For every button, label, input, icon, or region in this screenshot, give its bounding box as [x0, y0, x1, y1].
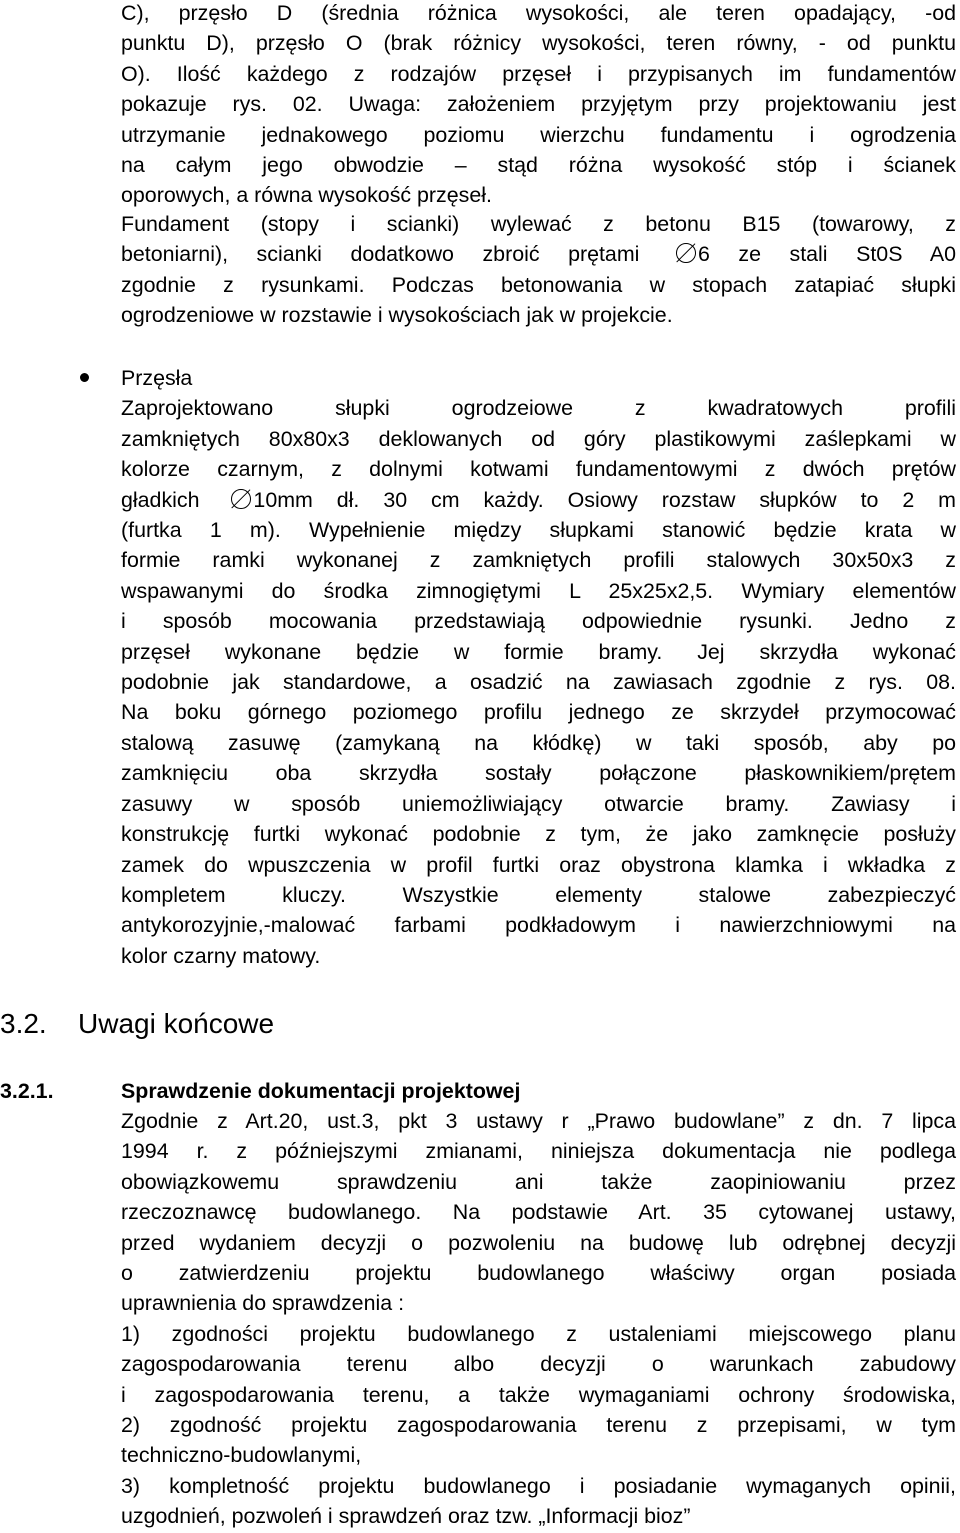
- diameter-symbol-icon: [676, 243, 696, 263]
- text-line: konstrukcję furtki wykonać podobnie z tym, że jako zamknęcie posłuży: [121, 822, 956, 847]
- text-line: Zaprojektowano słupki ogrodzeiowe z kwadratowych profili: [121, 396, 956, 421]
- text-line: [121, 485, 956, 515]
- text-line: kolorze czarnym, z dolnymi kotwami fundamentowymi z dwóch prętów: [121, 457, 956, 482]
- text-line: i zagospodarowania terenu, a także wymaganiami ochrony środowiska,: [121, 1382, 956, 1407]
- text-line: kolor czarny matowy.: [121, 943, 321, 968]
- text-line: formie ramki wykonanej z zamkniętych profili stalowych 30x50x3 z: [121, 548, 956, 573]
- text-line: 3) kompletność projektu budowlanego i posiadanie wymaganych opinii,: [121, 1473, 956, 1498]
- text-line: zamkniętych 80x80x3 deklowanych od góry plastikowymi zaślepkami w: [121, 426, 956, 451]
- subsection-heading: [0, 1076, 520, 1106]
- list-item-title: Przęsła: [121, 366, 193, 390]
- text-line: Na boku górnego poziomego profilu jednego ze skrzydeł przymocować: [121, 700, 956, 725]
- text-line: zgodnie z rysunkami. Podczas betonowania w stopach zatapiać słupki: [121, 272, 956, 297]
- text-line: 1) zgodności projektu budowlanego z ustaleniami miejscowego planu: [121, 1321, 956, 1346]
- paragraph-span-types: [121, 0, 956, 211]
- text-segment: 6 ze stali St0S A0: [697, 242, 956, 267]
- bullet-icon: [80, 373, 89, 382]
- text-line: stalową zasuwę (zamykaną na kłódkę) w taki sposób, aby po: [121, 730, 956, 755]
- text-line: kompletem kluczy. Wszystkie elementy stalowe zabezpieczyć: [121, 882, 956, 907]
- text-line: C), przęsło D (średnia różnica wysokości, ale teren opadający, -od: [121, 1, 956, 25]
- text-line: o zatwierdzeniu projektu budowlanego właściwy organ posiada: [121, 1261, 956, 1286]
- paragraph-verification: [121, 1106, 956, 1532]
- diameter-symbol-icon: [231, 489, 251, 509]
- text-line: techniczno-budowlanymi,: [121, 1443, 362, 1468]
- text-line: Zgodnie z Art.20, ust.3, pkt 3 ustawy r „Prawo budowlane” z dn. 7 lipca: [121, 1109, 956, 1133]
- text-line: oporowych, a równa wysokość przęseł.: [121, 183, 492, 208]
- text-line: O). Ilość każdego z rodzajów przęseł i przypisanych im fundamentów: [121, 61, 956, 86]
- text-line: rzeczoznawcę budowlanego. Na podstawie Art. 35 cytowanej ustawy,: [121, 1200, 956, 1225]
- text-line: zagospodarowania terenu albo decyzji o warunkach zabudowy: [121, 1352, 956, 1377]
- text-line: wspawanymi do środka zimnogiętymi L 25x25x2,5. Wymiary elementów: [121, 578, 956, 603]
- text-line: przęseł wykonane będzie w formie bramy. Jej skrzydła wykonać: [121, 639, 956, 664]
- text-line: Fundament (stopy i scianki) wylewać z betonu B15 (towarowy, z: [121, 212, 956, 236]
- text-line: utrzymanie jednakowego poziomu wierzchu fundamentu i ogrodzenia: [121, 122, 956, 147]
- section-heading: [0, 1004, 274, 1044]
- section-number: 3.2.: [0, 1008, 47, 1039]
- text-line: zamek do wpuszczenia w profil furtki oraz obystrona klamka i wkładka z: [121, 852, 956, 877]
- text-line: uzgodnień, pozwoleń i sprawdzeń oraz tzw. „Informacji bioz”: [121, 1504, 691, 1529]
- text-line: na całym jego obwodzie – stąd różna wysokość stóp i ścianek: [121, 153, 956, 178]
- text-line: ogrodzeniowe w rozstawie i wysokościach jak w projekcie.: [121, 303, 673, 328]
- text-line: 2) zgodność projektu zagospodarowania terenu z przepisami, w tym: [121, 1413, 956, 1438]
- paragraph-przesla: [121, 363, 956, 971]
- paragraph-foundation: [121, 209, 956, 331]
- text-line: [121, 239, 956, 269]
- text-segment: gładkich: [121, 487, 200, 512]
- text-line: 1994 r. z późniejszymi zmianami, niniejsza dokumentacja nie podlega: [121, 1139, 956, 1164]
- text-line: zamknięciu oba skrzydła sostały połączone płaskownikiem/prętem: [121, 761, 956, 786]
- text-segment: 10mm dł. 30 cm każdy. Osiowy rozstaw słupków to 2 m: [253, 487, 956, 512]
- text-line: uprawnienia do sprawdzenia :: [121, 1291, 405, 1316]
- text-line: przed wydaniem decyzji o pozwoleniu na budowę lub odrębnej decyzji: [121, 1230, 956, 1255]
- text-line: podobnie jak standardowe, a osadzić na zawiasach zgodnie z rys. 08.: [121, 670, 956, 695]
- subsection-title: Sprawdzenie dokumentacji projektowej: [121, 1079, 521, 1103]
- text-line: i sposób mocowania przedstawiają odpowiednie rysunki. Jedno z: [121, 609, 956, 634]
- text-line: obowiązkowemu sprawdzeniu ani także zaopiniowaniu przez: [121, 1169, 956, 1194]
- text-line: punktu D), przęsło O (brak różnicy wysokości, teren równy, - od punktu: [121, 31, 956, 56]
- text-segment: betoniarni), scianki dodatkowo zbroić prętami: [121, 242, 640, 267]
- subsection-number: 3.2.1.: [0, 1079, 54, 1103]
- text-line: zasuwy w sposób uniemożliwiający otwarcie bramy. Zawiasy i: [121, 791, 956, 816]
- text-line: pokazuje rys. 02. Uwaga: założeniem przyjętym przy projektowaniu jest: [121, 92, 956, 117]
- text-line: antykorozyjnie,-malować farbami podkładowym i nawierzchniowymi na: [121, 913, 956, 938]
- text-line: (furtka 1 m). Wypełnienie między słupkami stanowić będzie krata w: [121, 518, 956, 543]
- section-title: Uwagi końcowe: [78, 1008, 275, 1039]
